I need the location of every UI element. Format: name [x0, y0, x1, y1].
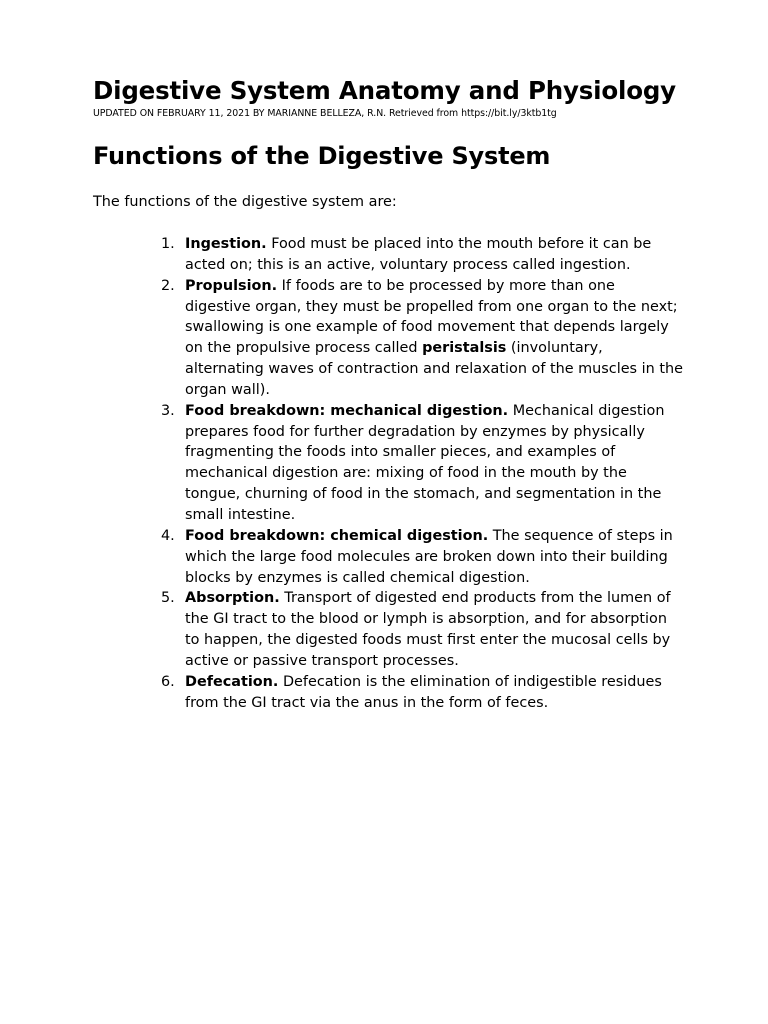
document-body — [93, 74, 683, 713]
list-item-text: If foods are to be processed by more than one digestive organ, they must be propelled from one organ to the next; swallowing is one example of food movement that depends largely on the propulsive process called — [185, 277, 678, 357]
list-item-emphasis: peristalsis — [422, 340, 507, 357]
list-item-number: 3. — [161, 402, 175, 419]
page-title: Digestive System Anatomy and Physiology — [93, 76, 676, 105]
section-heading: Functions of the Digestive System — [93, 142, 551, 170]
list-item-term: Food breakdown: chemical digestion. — [185, 527, 489, 544]
list-item-text: The sequence of steps in which the large food molecules are broken down into their building blocks by enzymes is called chemical digestion. — [185, 527, 673, 586]
list-item-ingestion — [93, 234, 683, 276]
list-item-term: Absorption. — [185, 590, 280, 607]
list-item-number: 4. — [161, 527, 175, 544]
list-item-number: 2. — [161, 277, 175, 294]
list-item-chemical-digestion — [93, 526, 683, 589]
list-item-defecation — [93, 672, 683, 714]
list-item-text: Mechanical digestion prepares food for further degradation by enzymes by physically fragmenting the foods into smaller pieces, and examples of mechanical digestion are: mixing of food in the mouth by the tongue, churning of food in the stomach, and segmentation in the small intestine. — [185, 402, 665, 523]
list-item-term: Propulsion. — [185, 277, 278, 294]
list-item-number: 1. — [161, 236, 175, 252]
list-item-term: Food breakdown: mechanical digestion. — [185, 402, 509, 419]
list-item-propulsion — [93, 276, 683, 401]
intro-paragraph: The functions of the digestive system are: — [93, 194, 397, 210]
list-item-number: 5. — [161, 590, 175, 607]
list-item-term: Defecation. — [185, 673, 279, 690]
byline: UPDATED ON FEBRUARY 11, 2021 BY MARIANNE BELLEZA, R.N. Retrieved from https://bit.ly/3ktb1tg — [93, 108, 557, 119]
functions-list — [93, 234, 683, 713]
list-item-absorption — [93, 588, 683, 671]
list-item-text: Transport of digested end products from the lumen of the GI tract to the blood or lymph is absorption, and for absorption to happen, the digested foods must first enter the mucosal cells by active or passive transport processes. — [185, 590, 671, 669]
list-item-text-after: (involuntary, alternating waves of contraction and relaxation of the muscles in the organ wall). — [185, 340, 683, 398]
list-item-text: Defecation is the elimination of indigestible residues from the GI tract via the anus in the form of feces. — [185, 673, 662, 711]
list-item-number: 6. — [161, 673, 175, 690]
list-item-term: Ingestion. — [185, 236, 267, 252]
list-item-mechanical-digestion — [93, 401, 683, 526]
list-item-text: Food must be placed into the mouth before it can be acted on; this is an active, voluntary process called ingestion. — [185, 236, 652, 273]
